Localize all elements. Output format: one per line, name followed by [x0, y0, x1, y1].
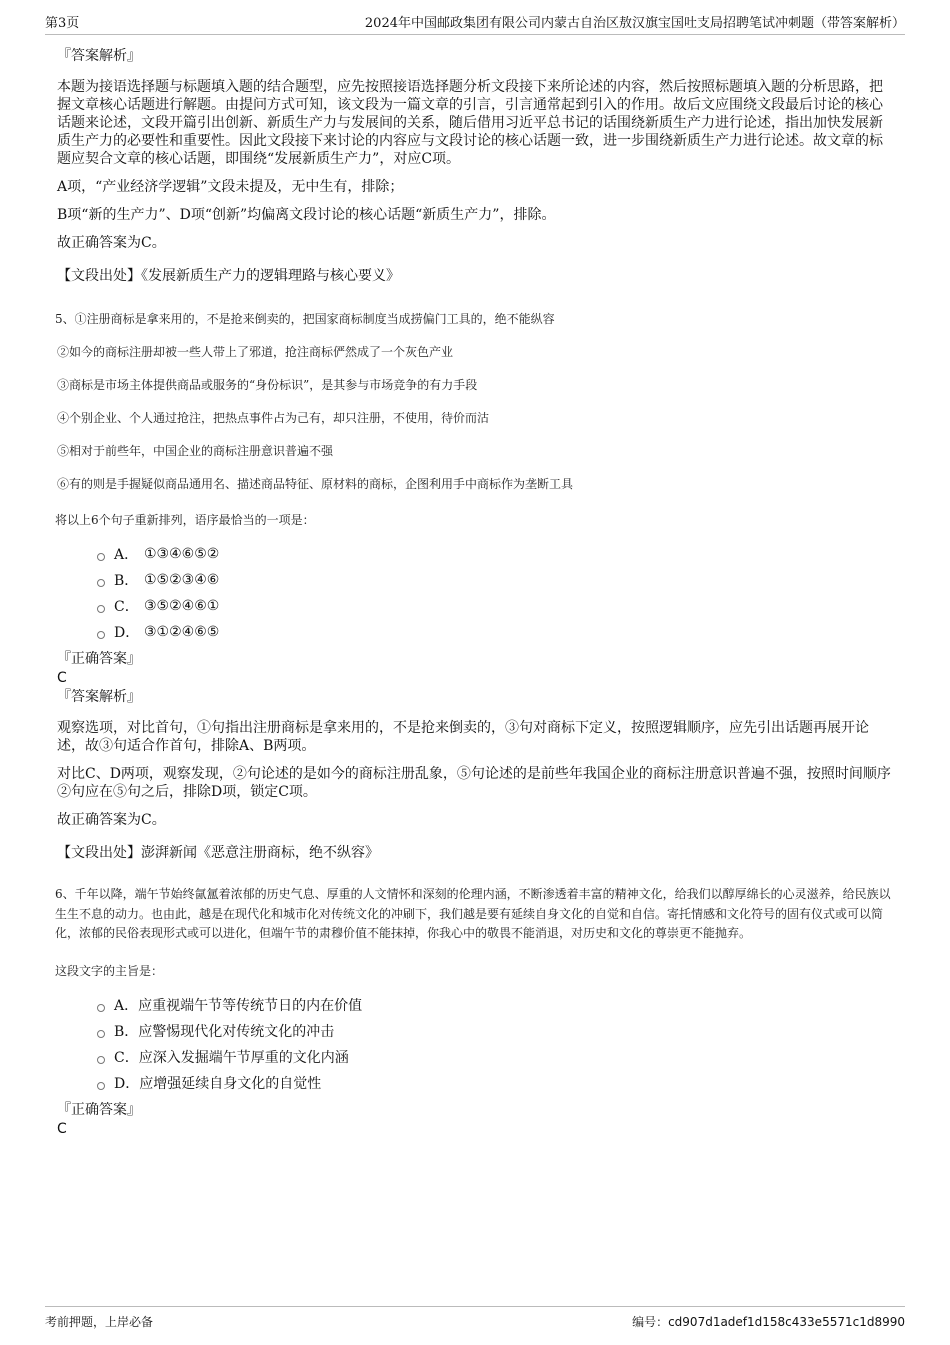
- option-letter: B．: [114, 573, 139, 589]
- code-label: 编号：: [632, 1315, 669, 1329]
- analysis-paragraph: 对比C、D两项，观察发现，②句论述的是如今的商标注册乱象，⑤句论述的是前些年我国企业的商标注册意识普遍不强，按照时间顺序②句应在⑤句之后，排除D项，锁定C项。: [57, 766, 891, 800]
- source-citation: 【文段出处】《发展新质生产力的逻辑理路与核心要义》: [57, 268, 400, 284]
- document-title: 2024年中国邮政集团有限公司内蒙古自治区敖汉旗宝国吐支局招聘笔试冲刺题（带答案解析）: [364, 16, 905, 31]
- analysis-paragraph: 故正确答案为C。: [57, 235, 166, 251]
- radio-icon[interactable]: [97, 553, 105, 561]
- source-citation: 【文段出处】澎湃新闻《恶意注册商标，绝不纵容》: [57, 845, 379, 861]
- correct-answer-label: 『正确答案』: [57, 651, 141, 667]
- question-sentence: ⑥有的则是手握疑似商品通用名、描述商品特征、原材料的商标，企图利用手中商标作为垄断工具: [57, 477, 574, 491]
- document-code: [632, 1313, 905, 1330]
- option-d[interactable]: [97, 619, 892, 645]
- option-a[interactable]: [97, 992, 892, 1018]
- question-prompt: 这段文字的主旨是：: [55, 963, 164, 978]
- option-letter: B．: [114, 1023, 139, 1040]
- option-letter: C．: [114, 1049, 139, 1066]
- page-number: 第3页: [45, 16, 80, 31]
- radio-icon[interactable]: [97, 605, 105, 613]
- option-letter: D．: [114, 625, 140, 641]
- radio-icon[interactable]: [97, 579, 105, 587]
- correct-answer-label: 『正确答案』: [57, 1101, 141, 1118]
- analysis-label: 『答案解析』: [57, 689, 141, 705]
- radio-icon[interactable]: [97, 1082, 105, 1090]
- option-text: ①③④⑥⑤②: [144, 546, 220, 562]
- page-footer: [45, 1306, 905, 1330]
- option-a[interactable]: [97, 541, 892, 567]
- correct-answer: C: [57, 670, 67, 686]
- question-sentence: ④个别企业、个人通过抢注，把热点事件占为己有，却只注册，不使用，待价而沽: [57, 411, 490, 425]
- analysis-paragraph: B项“新的生产力”、D项“创新”均偏离文段讨论的核心话题“新质生产力”，排除。: [57, 207, 556, 223]
- question-passage: 6、千年以降，端午节始终氤氲着浓郁的历史气息、厚重的人文情怀和深刻的伦理内涵，不断渗透着丰富的精神文化，给我们以醇厚绵长的心灵滋养，给民族以生生不息的动力。也由此，越是在现代化和城市化对传统文化的冲刷下，我们越是要有延续自身文化的自觉和自信。寄托情感和文化符号的固有仪式或可以简化，浓郁的民俗表现形式或可以进化，但端午节的肃穆价值不能抹掉，你我心中的敬畏不能消退，对历史和文化的尊崇更不能抛弃。: [55, 887, 891, 940]
- option-text: ①⑤②③④⑥: [144, 572, 220, 588]
- option-letter: A．: [114, 547, 139, 563]
- question-sentence: 5、①注册商标是拿来用的，不是抢来倒卖的，把国家商标制度当成捞偏门工具的，绝不能纵容: [55, 312, 555, 326]
- option-text: ③⑤②④⑥①: [144, 598, 220, 614]
- option-text: 应重视端午节等传统节日的内在价值: [138, 997, 363, 1014]
- question-prompt: 将以上6个句子重新排列，语序最恰当的一项是：: [55, 513, 315, 527]
- question-6: [57, 885, 892, 1138]
- correct-answer: C: [57, 1120, 67, 1137]
- option-text: ③①②④⑥⑤: [144, 624, 220, 640]
- radio-icon[interactable]: [97, 631, 105, 639]
- analysis-paragraph: 故正确答案为C。: [57, 812, 166, 828]
- option-list: [97, 541, 892, 645]
- analysis-paragraph: 本题为接语选择题与标题填入题的结合题型，应先按照接语选择题分析文段接下来所论述的内容，然后按照标题填入题的分析思路，把握文章核心话题进行解题。由提问方式可知，该文段为一篇文章的引言，引言通常起到引入的作用。故后文应围绕文段最后讨论的核心话题来论述，文段开篇引出创新、新质生产力与发展间的关系，随后借用习近平总书记的话围绕新质生产力进行论述，指出加快发展新质生产力的必要性和重要性。因此文段接下来讨论的内容应与文段讨论的核心话题一致，进一步围绕新质生产力进行论述。故文章的标题应契合文章的核心话题，即围绕“发展新质生产力”，对应C项。: [57, 79, 883, 167]
- analysis-paragraph: 观察选项，对比首句，①句指出注册商标是拿来用的，不是抢来倒卖的，③句对商标下定义，按照逻辑顺序，应先引出话题再展开论述，故③句适合作首句，排除A、B两项。: [57, 720, 869, 754]
- question-5: [57, 310, 892, 863]
- option-c[interactable]: [97, 593, 892, 619]
- option-text: 应深入发掘端午节厚重的文化内涵: [138, 1049, 349, 1066]
- question-sentence: ②如今的商标注册却被一些人带上了邪道，抢注商标俨然成了一个灰色产业: [57, 345, 454, 359]
- option-list: [97, 992, 892, 1096]
- option-b[interactable]: [97, 1018, 892, 1044]
- analysis-label: 『答案解析』: [57, 48, 141, 64]
- page-content: [57, 46, 892, 1138]
- option-letter: D．: [114, 1075, 140, 1092]
- code-value: cd907d1adef1d158c433e5571c1d8990: [668, 1315, 905, 1329]
- footer-slogan: 考前押题，上岸必备: [45, 1315, 154, 1329]
- radio-icon[interactable]: [97, 1004, 105, 1012]
- option-c[interactable]: [97, 1044, 892, 1070]
- q4-analysis: [57, 46, 892, 286]
- option-letter: C．: [114, 599, 139, 615]
- question-sentence: ⑤相对于前些年，中国企业的商标注册意识普遍不强: [57, 444, 334, 458]
- option-text: 应警惕现代化对传统文化的冲击: [138, 1023, 335, 1040]
- option-d[interactable]: [97, 1070, 892, 1096]
- radio-icon[interactable]: [97, 1030, 105, 1038]
- option-letter: A．: [114, 997, 139, 1014]
- analysis-paragraph: A项，“产业经济学逻辑”文段未提及，无中生有，排除；: [57, 179, 404, 195]
- option-b[interactable]: [97, 567, 892, 593]
- option-text: 应增强延续自身文化的自觉性: [139, 1075, 322, 1092]
- radio-icon[interactable]: [97, 1056, 105, 1064]
- page-header: [45, 12, 905, 35]
- question-sentence: ③商标是市场主体提供商品或服务的“身份标识”，是其参与市场竞争的有力手段: [57, 378, 478, 392]
